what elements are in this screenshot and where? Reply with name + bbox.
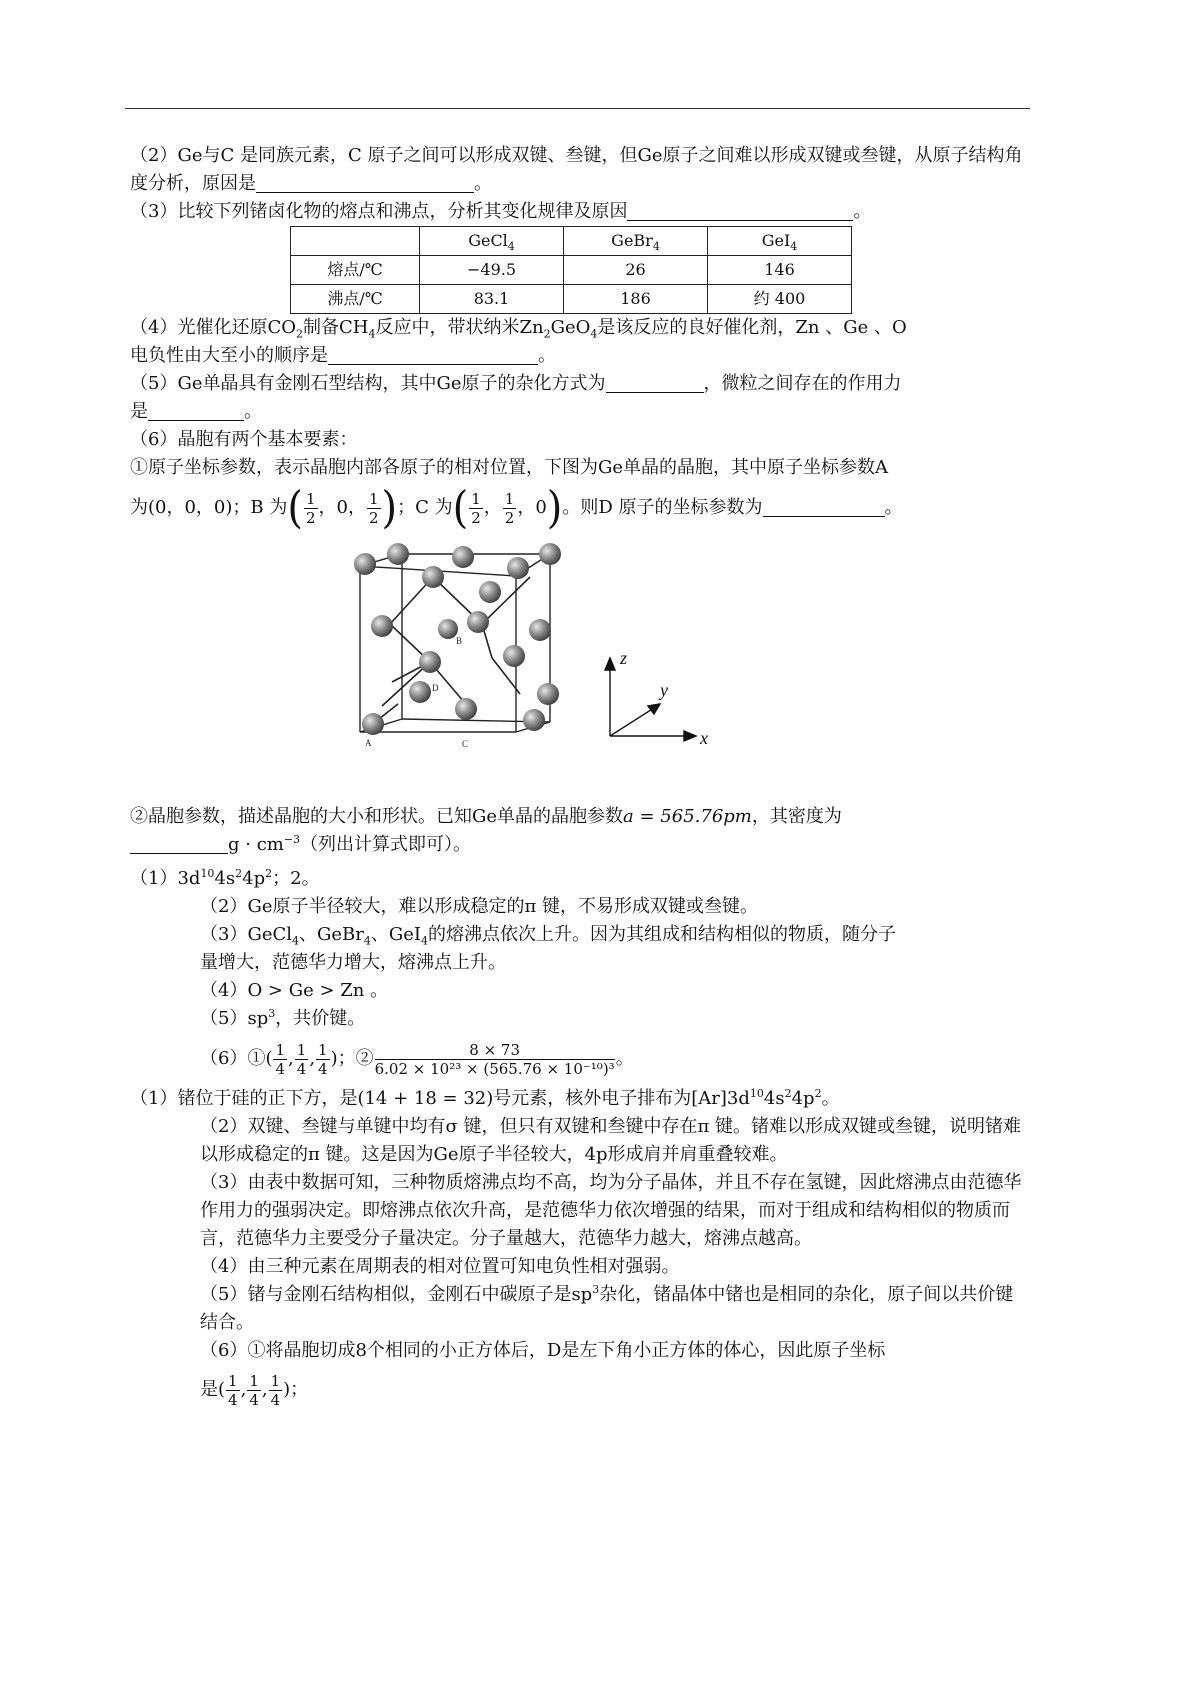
answer-1: $(1)3d^{10}4s^24p^2$；2。 [130, 867, 320, 889]
fraction: $\frac{1}{4}$ [275, 1040, 286, 1078]
fraction: $\frac{1}{2}$ [504, 489, 515, 527]
label-a: A [365, 738, 372, 748]
table-header-cell: GeI$_4$ [708, 227, 852, 256]
explain-5: （5）锗与金刚石结构相似，金刚石中碳原子是$sp^3$杂化，锗晶体中锗也是相同的杂化，原子间以共价键结合。 [200, 1283, 1014, 1333]
atom [422, 566, 444, 588]
fraction: $\frac{1}{4}$ [318, 1040, 328, 1078]
atom [529, 619, 551, 641]
question-6-coords: 为(0，0，0)；B 为( $\frac{1}{2}$ ，0， $\frac{1}{2}$ )；C 为( $\frac{1}{2}$ ， $\frac{1}{2}$ ，0)。则D 原子的坐标参数为 。 [130, 482, 903, 534]
atom [419, 651, 441, 673]
fraction: $\frac{1}{2}$ [368, 489, 379, 527]
document-page [130, 142, 1030, 1415]
question-2: （2）Ge与C 是同族元素，C 原子之间可以形成双键、叁键，但Ge原子之间难以形成双键或叁键，从原子结构角度分析，原因是 。 [130, 145, 1023, 194]
answer-blank[interactable] [328, 344, 538, 365]
answer-2: （2）Ge原子半径较大，难以形成稳定的π 键，不易形成双键或叁键。 [200, 896, 759, 917]
label-c: C [462, 739, 469, 749]
explain-1: （1）锗位于硅的正下方，是(14 + 18 = 32)号元素，核外电子排布为$[Ar]3d^{10}4s^24p^2$。 [130, 1087, 840, 1109]
table-row [291, 256, 852, 285]
atom-d [409, 681, 431, 703]
answer-4: （4）O > Ge > Zn 。 [200, 980, 389, 1001]
answer-section [130, 865, 1030, 1085]
atom-c [455, 698, 477, 720]
fraction: $\frac{1}{2}$ [471, 489, 481, 527]
density-fraction: $\frac{8 \times 73}{\text{6.02 × 10²³ × (565.76 × 10⁻¹⁰)³}}$ [374, 1040, 615, 1078]
question-6-part1: ①原子坐标参数，表示晶胞内部各原子的相对位置，下图为Ge单晶的晶胞，其中原子坐标参数A [130, 457, 889, 478]
atom [467, 611, 489, 633]
halide-table [290, 226, 852, 314]
atom [507, 557, 529, 579]
atom [387, 543, 409, 565]
atom [452, 546, 474, 568]
ge-unit-cell-diagram [130, 534, 1030, 799]
atom [539, 543, 561, 565]
table-cell: −49.5 [420, 256, 564, 285]
atom [503, 645, 525, 667]
answer-blank[interactable] [606, 372, 704, 393]
table-header-cell: GeCl$_4$ [420, 227, 564, 256]
atom [354, 553, 376, 575]
question-6-part2: ②晶胞参数，描述晶胞的大小和形状。已知Ge单晶的晶胞参数a = 565.76pm，其密度为 $g \cdot cm^{-3}$（列出计算式即可）。 [130, 806, 842, 855]
explain-3: （3）由表中数据可知，三种物质熔沸点均不高，均为分子晶体，并且不存在氢键，因此熔沸点由范德华作用力的强弱决定。即熔沸点依次升高，是范德华力依次增强的结果，而对于组成和结构相似的物质而言，范德华力主要受分子量决定。分子量越大，范德华力越大，熔沸点越高。 [200, 1172, 1022, 1249]
answer-blank[interactable] [130, 833, 228, 854]
explanation-section [130, 1085, 1030, 1415]
answer-blank[interactable] [256, 172, 474, 193]
cell-edges [360, 554, 550, 732]
axis-y-label: y [660, 680, 668, 700]
table-row-label: 沸点/℃ [291, 285, 420, 314]
atom [523, 709, 545, 731]
answer-6: （6）①( $\frac{1}{4}$ , $\frac{1}{4}$ , $\frac{1}{4}$ )；② $\frac{8 \times 73}{\text{6.02 × 10²³ × (565.76 × 10⁻¹⁰)³}}$ 。 [200, 1040, 634, 1078]
table-cell: 约 400 [708, 285, 852, 314]
atom [371, 615, 393, 637]
table-row-label: 熔点/℃ [291, 256, 420, 285]
atom-a [362, 713, 384, 735]
crystal-cell-figure [130, 534, 1030, 799]
answer-blank[interactable] [627, 200, 853, 221]
table-cell: 146 [708, 256, 852, 285]
table-cell: 83.1 [420, 285, 564, 314]
table-row [291, 285, 852, 314]
fraction: $\frac{1}{4}$ [270, 1371, 281, 1409]
question-6-intro: （6）晶胞有两个基本要素： [130, 429, 358, 450]
table-header-cell [291, 227, 420, 256]
header-rule [125, 108, 1030, 109]
fraction: $\frac{1}{2}$ [305, 489, 316, 527]
axis-x-label: x [700, 728, 708, 748]
atom [479, 581, 501, 603]
question-5: （5）Ge单晶具有金刚石型结构，其中Ge原子的杂化方式为 ，微粒之间存在的作用力 是 。 [130, 373, 902, 422]
question-4: （4）光催化还原$CO_2$制备$CH_4$反应中，带状纳米$Zn_2GeO_4$是该反应的良好催化剂，Zn 、Ge 、O 电负性由大至小的顺序是 。 [130, 317, 907, 366]
explain-2: （2）双键、叁键与单键中均有σ 键，但只有双键和叁键中存在π 键。锗难以形成双键或叁键，说明锗难以形成稳定的π 键。这是因为Ge原子半径较大，4p形成肩并肩重叠较难。 [200, 1116, 1022, 1165]
explain-6-coords: 是( $\frac{1}{4}$ , $\frac{1}{4}$ , $\frac{1}{4}$ )； [200, 1371, 309, 1409]
table-header-cell: GeBr$_4$ [564, 227, 708, 256]
answer-blank[interactable] [148, 400, 244, 421]
answer-3: （3）GeCl$_4$、GeBr$_4$、GeI$_4$的熔沸点依次上升。因为其组成和结构相似的物质，随分子 量增大，范德华力增大，熔沸点上升。 [200, 924, 897, 973]
answer-blank[interactable] [763, 496, 885, 517]
atom [537, 683, 559, 705]
explain-4: （4）由三种元素在周期表的相对位置可知电负性相对强弱。 [200, 1256, 680, 1277]
table-cell: 26 [564, 256, 708, 285]
fraction: $\frac{1}{4}$ [296, 1040, 307, 1078]
table-header-row [291, 227, 852, 256]
table-cell: 186 [564, 285, 708, 314]
fraction: $\frac{1}{4}$ [249, 1371, 259, 1409]
axes-icon [605, 658, 696, 741]
fraction: $\frac{1}{4}$ [228, 1371, 238, 1409]
answer-5: $(5)sp^3$，共价键。 [200, 1007, 366, 1029]
label-b: B [456, 636, 463, 646]
atom-b [438, 619, 458, 639]
axis-z-label: z [620, 648, 628, 668]
label-d: D [432, 683, 439, 693]
question-3: （3）比较下列锗卤化物的熔点和沸点，分析其变化规律及原因 。 [130, 201, 872, 222]
explain-6: （6）①将晶胞切成8个相同的小正方体后，D是左下角小正方体的体心，因此原子坐标 [200, 1340, 886, 1361]
